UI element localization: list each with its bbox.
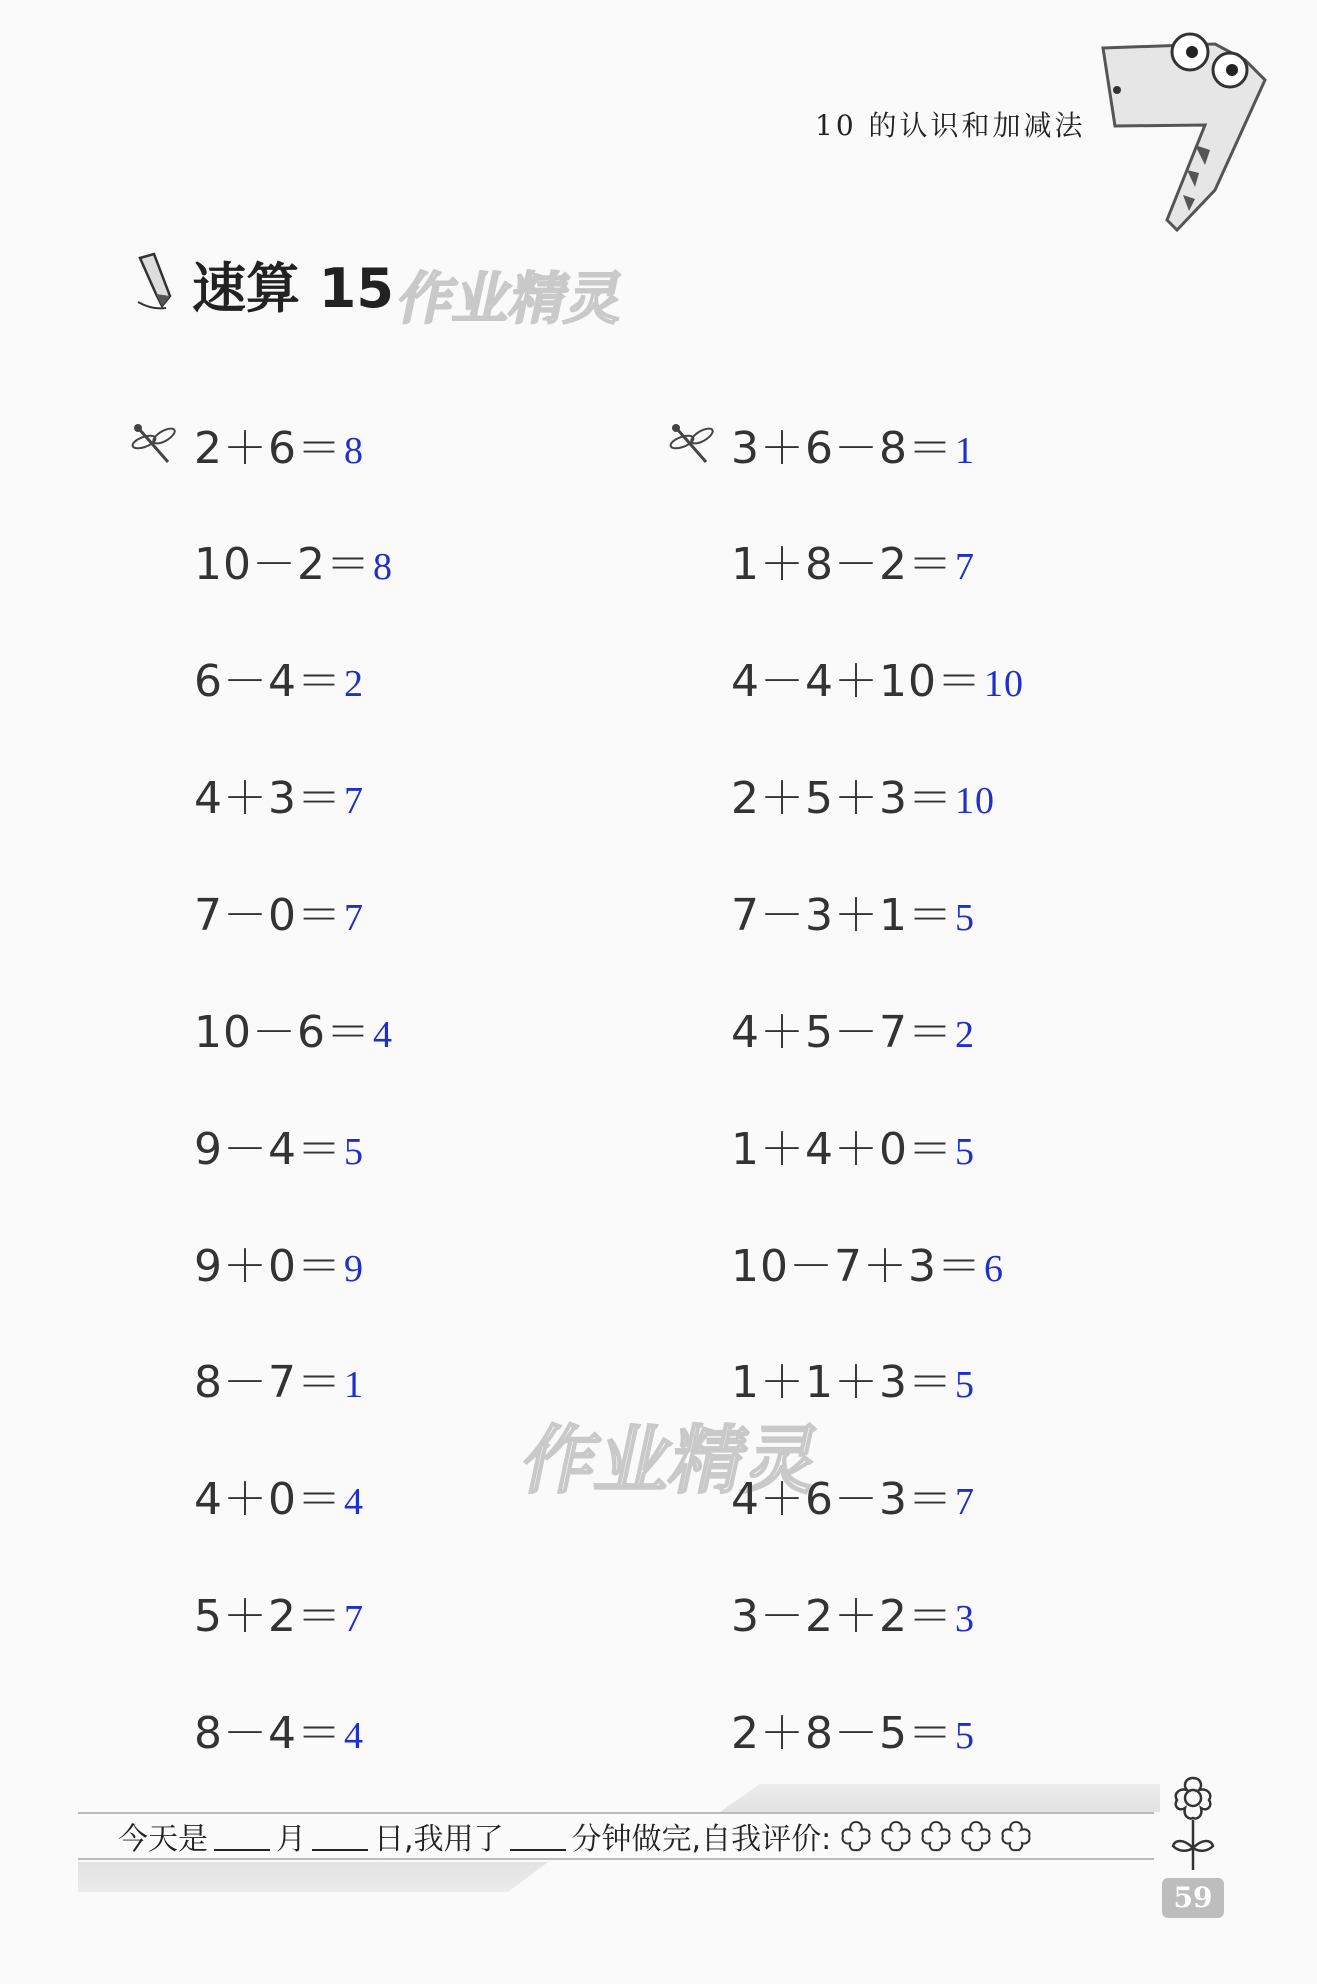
arithmetic-problem: 10－6＝4: [194, 1007, 393, 1058]
footer-decoration: [78, 1862, 548, 1892]
answer: 5: [954, 1131, 975, 1173]
flower-rating-icon[interactable]: [837, 1818, 875, 1854]
dragonfly-icon: [130, 422, 188, 472]
flower-rating-icon[interactable]: [957, 1818, 995, 1854]
arithmetic-problem: 7－0＝7: [194, 890, 364, 941]
arithmetic-problem: 1＋8－2＝7: [731, 539, 975, 590]
arithmetic-problem: 4＋5－7＝2: [731, 1007, 975, 1058]
arithmetic-problem: 8－7＝1: [194, 1357, 364, 1408]
answer: 3: [954, 1598, 975, 1640]
arithmetic-problem: 3＋6－8＝1: [731, 423, 975, 474]
arithmetic-problem: 4＋6－3＝7: [731, 1474, 975, 1525]
arithmetic-problem: 1＋4＋0＝5: [731, 1124, 975, 1175]
flower-rating-icon[interactable]: [917, 1818, 955, 1854]
answer: 7: [954, 546, 975, 588]
answer: 8: [344, 430, 364, 472]
answer: 7: [954, 1481, 975, 1523]
self-evaluation-bar: [78, 1812, 1154, 1860]
answer: 10: [954, 780, 995, 822]
answer: 4: [344, 1715, 364, 1757]
rating-row: [837, 1818, 1035, 1854]
arithmetic-problem: 2＋6＝8: [194, 423, 364, 474]
answer: 1: [344, 1364, 364, 1406]
month-blank[interactable]: [214, 1821, 270, 1851]
answer: 4: [344, 1481, 364, 1523]
answer: 9: [344, 1248, 364, 1290]
footer-decoration: [720, 1784, 1160, 1812]
arithmetic-problem: 1＋1＋3＝5: [731, 1357, 975, 1408]
answer: 7: [344, 780, 364, 822]
giraffe-seven-icon: [1095, 30, 1280, 240]
answer: 5: [954, 897, 975, 939]
arithmetic-problem: 2＋8－5＝5: [731, 1708, 975, 1759]
arithmetic-problem: 10－2＝8: [194, 539, 393, 590]
minutes-blank[interactable]: [510, 1821, 566, 1851]
watermark: 作业精灵: [392, 267, 630, 332]
section-title: 速算 15: [192, 256, 394, 320]
arithmetic-problem: 2＋5＋3＝10: [731, 773, 995, 824]
answer: 7: [344, 1598, 364, 1640]
footer-month-label: 月: [276, 1822, 306, 1857]
arithmetic-problem: 3－2＋2＝3: [731, 1591, 975, 1642]
answer: 2: [954, 1014, 975, 1056]
footer-minutes-label: 分钟做完,自我评价:: [571, 1822, 832, 1857]
arithmetic-problem: 5＋2＝7: [194, 1591, 364, 1642]
answer: 5: [954, 1364, 975, 1406]
arithmetic-problem: 4－4＋10＝10: [731, 656, 1024, 707]
section-heading: [132, 244, 394, 324]
dragonfly-icon: [668, 422, 726, 472]
arithmetic-problem: 8－4＝4: [194, 1708, 364, 1759]
arithmetic-problem: 9＋0＝9: [194, 1241, 364, 1292]
answer: 1: [954, 430, 975, 472]
footer-day-label: 日,我用了: [374, 1822, 504, 1857]
arithmetic-problem: 7－3＋1＝5: [731, 890, 975, 941]
arithmetic-problem: 4＋3＝7: [194, 773, 364, 824]
answer: 5: [344, 1131, 364, 1173]
footer-today-label: 今天是: [118, 1822, 208, 1857]
answer: 4: [372, 1014, 393, 1056]
arithmetic-problem: 4＋0＝4: [194, 1474, 364, 1525]
arithmetic-problem: 6－4＝2: [194, 656, 364, 707]
pencil-icon: [132, 252, 180, 316]
arithmetic-problem: 10－7＋3＝6: [731, 1241, 1004, 1292]
flower-rating-icon[interactable]: [877, 1818, 915, 1854]
flower-decoration-icon: [1163, 1774, 1223, 1874]
answer: 7: [344, 897, 364, 939]
page-number: 59: [1162, 1878, 1224, 1918]
arithmetic-problem: 9－4＝5: [194, 1124, 364, 1175]
flower-rating-icon[interactable]: [997, 1818, 1035, 1854]
answer: 8: [372, 546, 393, 588]
answer: 2: [344, 663, 364, 705]
day-blank[interactable]: [312, 1821, 368, 1851]
chapter-title: 10 的认识和加减法: [815, 109, 1086, 142]
answer: 5: [954, 1715, 975, 1757]
watermark: 作业精灵: [514, 1418, 829, 1504]
answer: 10: [983, 663, 1024, 705]
answer: 6: [983, 1248, 1004, 1290]
